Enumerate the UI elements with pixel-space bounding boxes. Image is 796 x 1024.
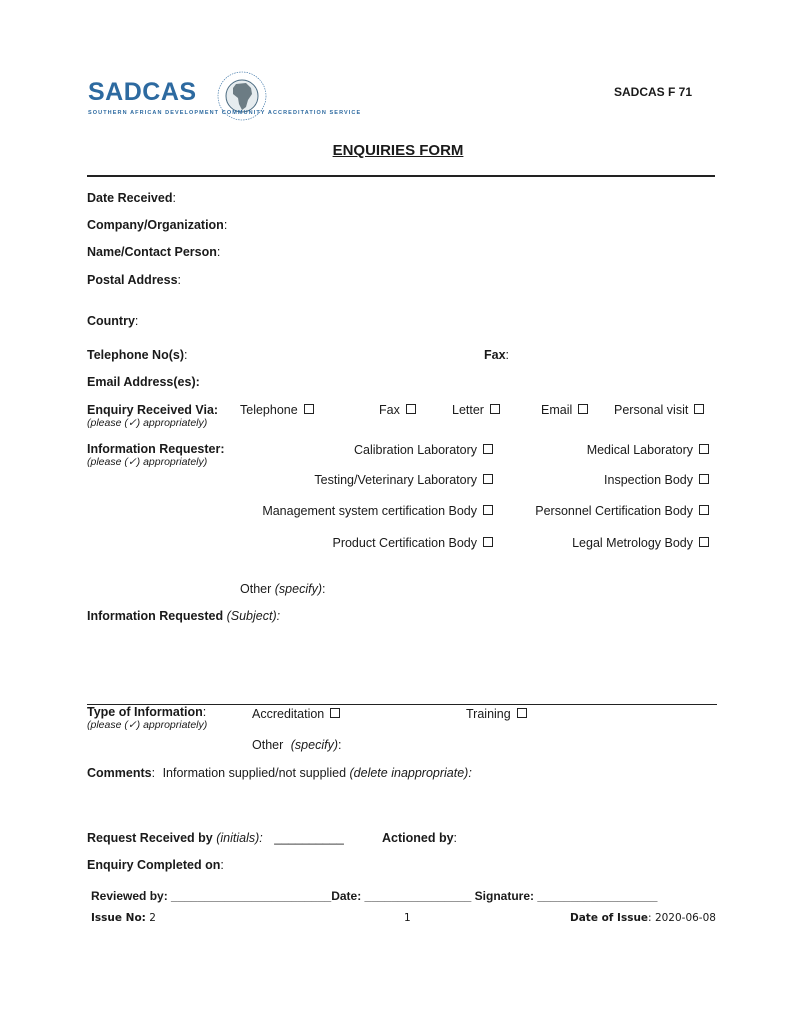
enquiry-completed-field: Enquiry Completed on: bbox=[87, 858, 224, 872]
initials-blank[interactable]: __________ bbox=[274, 831, 344, 845]
footer-issue-no: Issue No: 2 bbox=[91, 912, 156, 924]
type-other-field[interactable]: Other (specify): bbox=[252, 738, 342, 752]
personal-visit-checkbox[interactable] bbox=[694, 404, 704, 414]
footer-date-of-issue: Date of Issue: 2020-06-08 bbox=[570, 912, 716, 924]
option-telephone[interactable]: Telephone bbox=[240, 403, 314, 417]
logo-wordmark: SADCAS bbox=[88, 78, 197, 106]
option-testing-lab[interactable]: Testing/Veterinary Laboratory bbox=[314, 473, 493, 487]
info-requester-hint: (please (✓) appropriately) bbox=[87, 456, 208, 468]
option-inspection-body[interactable]: Inspection Body bbox=[604, 473, 709, 487]
name-contact-field: Name/Contact Person: bbox=[87, 245, 221, 259]
sadcas-logo bbox=[88, 70, 362, 122]
logo-subtitle: SOUTHERN AFRICAN DEVELOPMENT COMMUNITY ACCREDITATION SERVICE bbox=[88, 110, 362, 116]
option-personal-visit[interactable]: Personal visit bbox=[614, 403, 704, 417]
option-training[interactable]: Training bbox=[466, 707, 527, 721]
reviewed-signature-line[interactable]: Reviewed by: ________________________Date: ________________ Signature: __________________ bbox=[91, 889, 658, 903]
option-calibration-lab[interactable]: Calibration Laboratory bbox=[354, 443, 493, 457]
email-checkbox[interactable] bbox=[578, 404, 588, 414]
inspection-body-checkbox[interactable] bbox=[699, 474, 709, 484]
legal-metrology-checkbox[interactable] bbox=[699, 537, 709, 547]
info-requested-field: Information Requested (Subject): bbox=[87, 609, 281, 623]
page-title: ENQUIRIES FORM bbox=[332, 142, 464, 159]
medical-lab-checkbox[interactable] bbox=[699, 444, 709, 454]
option-legal-metrology-body[interactable]: Legal Metrology Body bbox=[572, 536, 709, 550]
fax-field: Fax: bbox=[484, 348, 510, 362]
footer-page-number: 1 bbox=[404, 912, 411, 924]
calibration-lab-checkbox[interactable] bbox=[483, 444, 493, 454]
product-cert-checkbox[interactable] bbox=[483, 537, 493, 547]
info-requester-label: Information Requester: bbox=[87, 442, 225, 456]
option-email[interactable]: Email bbox=[541, 403, 588, 417]
country-field: Country: bbox=[87, 314, 139, 328]
actioned-by-field: Actioned by: bbox=[382, 831, 458, 845]
title-divider bbox=[87, 175, 715, 177]
option-fax[interactable]: Fax bbox=[379, 403, 416, 417]
training-checkbox[interactable] bbox=[517, 708, 527, 718]
option-management-cert-body[interactable]: Management system certification Body bbox=[262, 504, 493, 518]
requester-other-field[interactable]: Other (specify): bbox=[240, 582, 326, 596]
option-letter[interactable]: Letter bbox=[452, 403, 500, 417]
telephone-field: Telephone No(s): bbox=[87, 348, 188, 362]
enquiry-via-hint: (please (✓) appropriately) bbox=[87, 417, 208, 429]
fax-checkbox[interactable] bbox=[406, 404, 416, 414]
request-received-field: Request Received by (initials): __________ bbox=[87, 831, 344, 845]
option-personnel-cert-body[interactable]: Personnel Certification Body bbox=[535, 504, 709, 518]
option-medical-lab[interactable]: Medical Laboratory bbox=[587, 443, 709, 457]
comments-field: Comments: Information supplied/not supplied (delete inappropriate): bbox=[87, 766, 472, 780]
enquiry-via-label: Enquiry Received Via: bbox=[87, 403, 219, 417]
management-cert-checkbox[interactable] bbox=[483, 505, 493, 515]
form-code: SADCAS F 71 bbox=[614, 85, 693, 99]
postal-address-field: Postal Address: bbox=[87, 273, 182, 287]
type-of-info-hint: (please (✓) appropriately) bbox=[87, 719, 208, 731]
accreditation-checkbox[interactable] bbox=[330, 708, 340, 718]
telephone-checkbox[interactable] bbox=[304, 404, 314, 414]
type-of-info-label: Type of Information: bbox=[87, 705, 207, 719]
option-product-cert-body[interactable]: Product Certification Body bbox=[332, 536, 493, 550]
option-accreditation[interactable]: Accreditation bbox=[252, 707, 340, 721]
testing-lab-checkbox[interactable] bbox=[483, 474, 493, 484]
email-field: Email Address(es): bbox=[87, 375, 200, 389]
letter-checkbox[interactable] bbox=[490, 404, 500, 414]
date-received-field: Date Received: bbox=[87, 191, 176, 205]
company-field: Company/Organization: bbox=[87, 218, 228, 232]
personnel-cert-checkbox[interactable] bbox=[699, 505, 709, 515]
